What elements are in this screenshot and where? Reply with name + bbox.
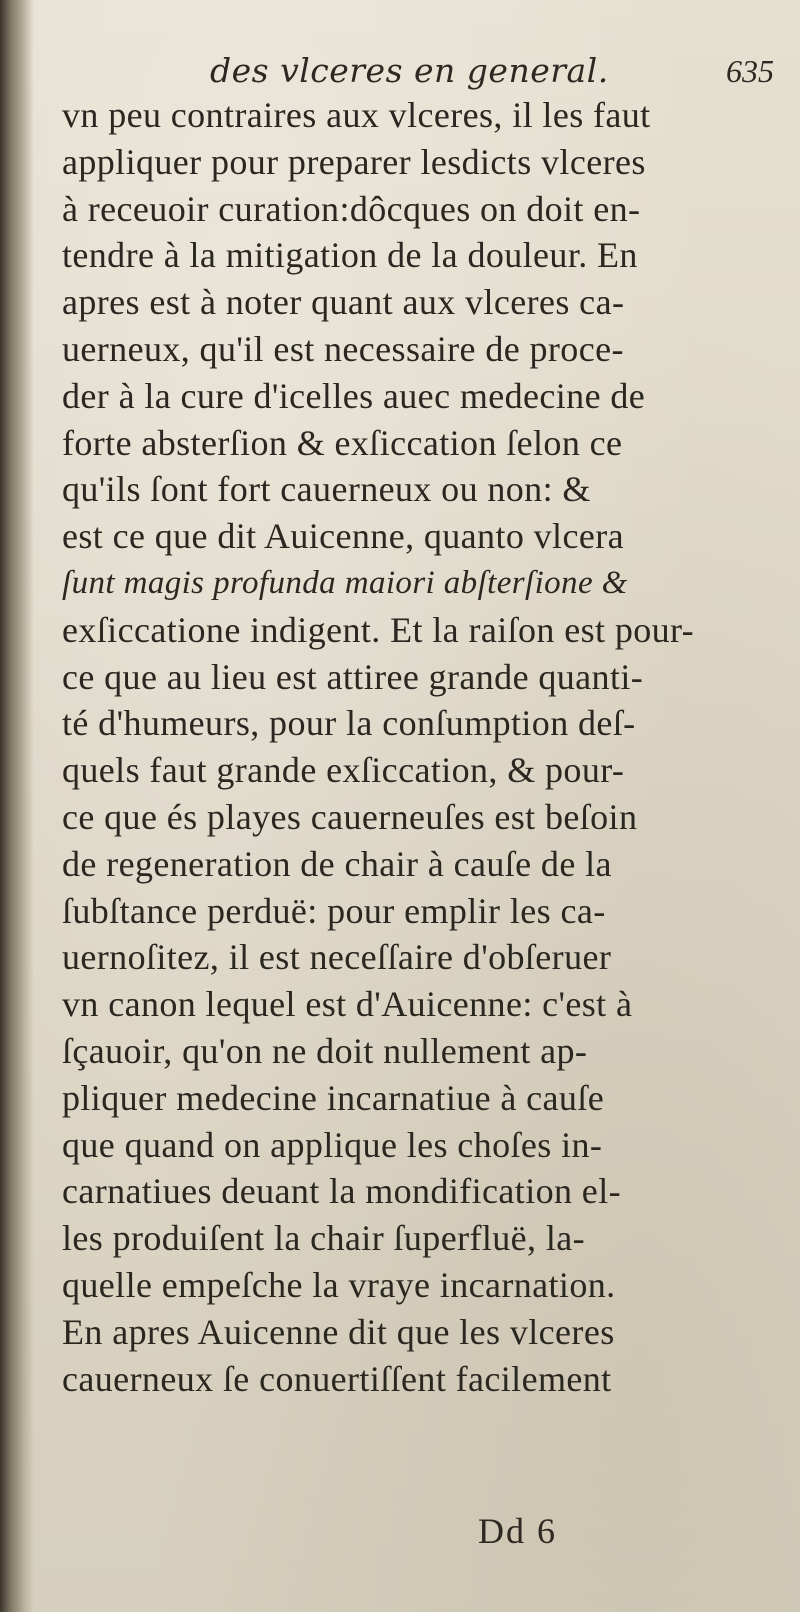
text-line: tendre à la mitigation de la douleur. En [62, 235, 638, 276]
text-line: quelle empeſche la vraye incarnation. [62, 1264, 616, 1305]
text-line: ſçauoir, qu'on ne doit nullement ap- [62, 1030, 588, 1071]
text-line: uernoſitez, il est neceſſaire d'obſeruer [62, 937, 612, 978]
text-line: apres est à noter quant aux vlceres ca- [62, 282, 625, 323]
text-line: ſubſtance perduë: pour emplir les ca- [62, 890, 606, 931]
text-line: forte absterſion & exſiccation ſelon ce [62, 422, 623, 463]
text-line: à receuoir curation:dôcques on doit en- [62, 188, 641, 229]
text-line: qu'ils ſont fort cauerneux ou non: & [62, 469, 591, 510]
text-line: appliquer pour preparer lesdicts vlceres [62, 141, 646, 182]
text-line: de regeneration de chair à cauſe de la [62, 843, 612, 884]
text-line: En apres Auicenne dit que les vlceres [62, 1311, 615, 1352]
page-number: 635 [726, 53, 774, 89]
body-text [62, 92, 798, 1402]
text-line: que quand on applique les choſes in- [62, 1124, 603, 1165]
text-line: est ce que dit Auicenne, quanto vlcera [62, 516, 624, 557]
text-line: ce que és playes cauerneuſes est beſoin [62, 796, 638, 837]
text-line: uerneux, qu'il est necessaire de proce- [62, 328, 624, 369]
signature-mark: Dd 6 [478, 1511, 557, 1551]
text-line: vn peu contraires aux vlceres, il les faut [62, 95, 651, 135]
binding-gutter [0, 0, 34, 1612]
text-line: les produiſent la chair ſuperfluë, la- [62, 1218, 585, 1259]
text-line: der à la cure d'icelles auec medecine de [62, 375, 646, 416]
text-line: cauerneux ſe conuertiſſent facilement [62, 1358, 612, 1399]
text-line: exſiccatione indigent. Et la raiſon est pour- [62, 609, 695, 650]
text-line: quels faut grande exſiccation, & pour- [62, 750, 625, 791]
text-line: vn canon lequel est d'Auicenne: c'est à [62, 984, 633, 1025]
text-line: té d'humeurs, pour la conſumption deſ- [62, 703, 636, 744]
text-line: ce que au lieu est attiree grande quanti- [62, 656, 644, 697]
text-line: pliquer medecine incarnatiue à cauſe [62, 1077, 605, 1118]
running-title: des vlceres en general. [210, 51, 609, 90]
text-line-latin-quote: ſunt magis profunda maiori abſterſione & [62, 564, 628, 601]
text-line: carnatiues deuant la mondification el- [62, 1171, 621, 1212]
running-head [210, 40, 774, 90]
